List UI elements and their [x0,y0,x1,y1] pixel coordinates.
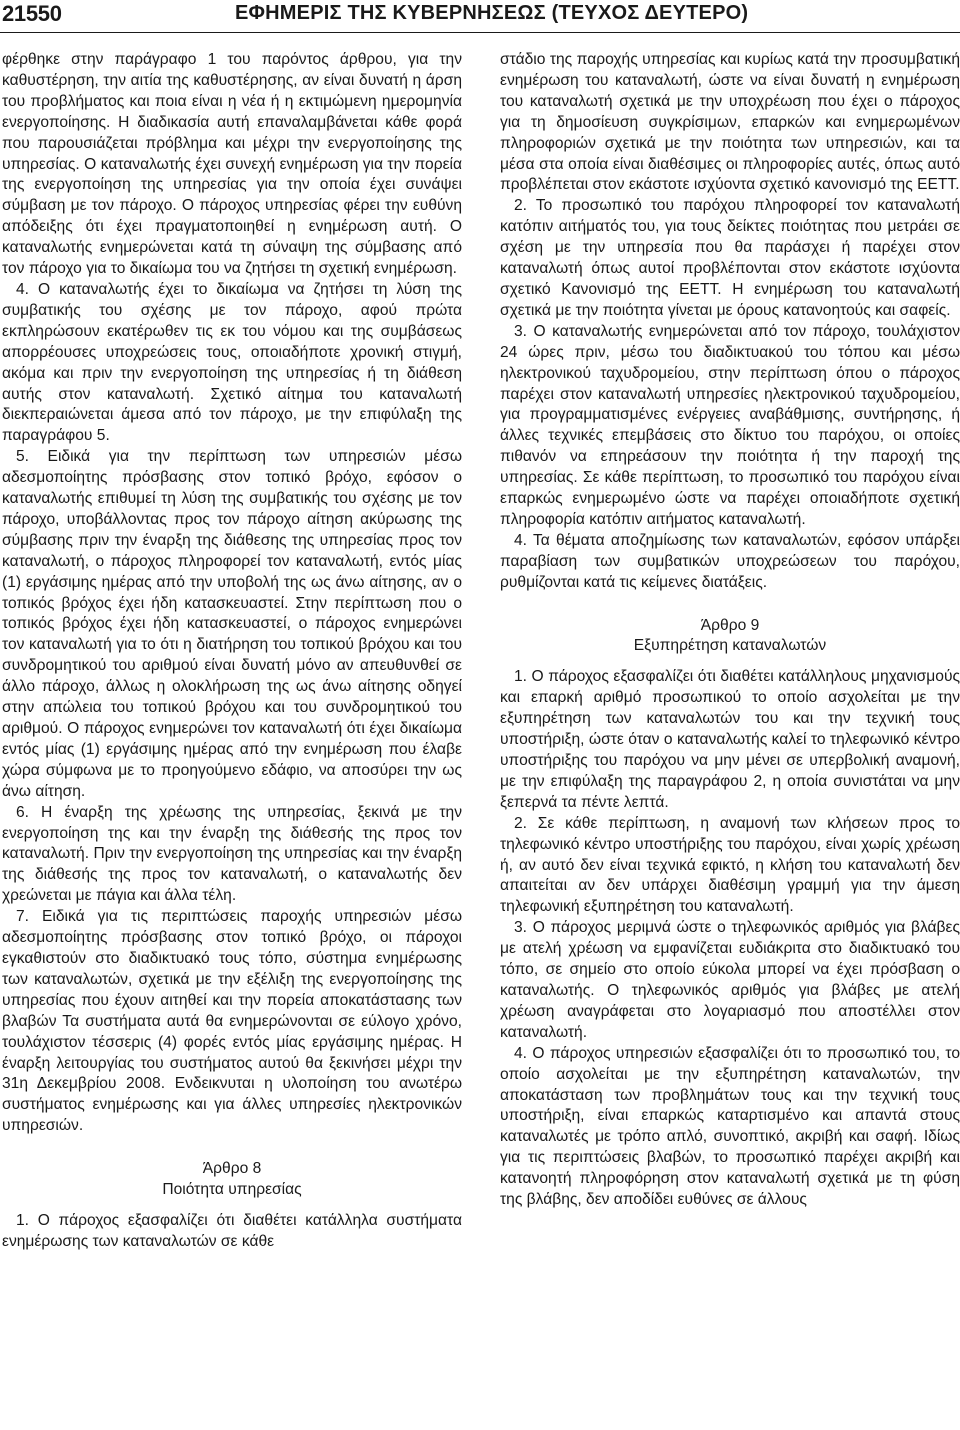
paragraph-7: 7. Ειδικά για τις περιπτώσεις παροχής υπηρεσιών μέσω αδεσμοποίητης πρόσβασης στον τοπικό βρόχο, οι πάροχοι εγκαθιστούν στο διαδικτυακό τους τόπο, σύστημα ενημέρωσης των καταναλωτών, σχετικά με την εξέλιξη της ενεργοποίησης της υπηρεσίας που έχουν αιτηθεί και την πορεία αποκατάστασης των βλαβών Τα συστήματα αυτά θα ενημερώνονται σε εύλογο χρόνο, τουλάχιστον τέσσερις (4) φορές εντός μίας εργάσιμης ημέρας. Η έναρξη λειτουργίας του συστήματος αυτού θα ξεκινήσει μέχρι την 31η Δεκεμβρίου 2008. Ενδεικνυται η υλοποίηση του ανωτέρω συστήματος ενημέρωσης και για άλλες υπηρεσίες ηλεκτρονικών υπηρεσιών. [2,908,462,1135]
article-8-title: Άρθρο 8 [202,1160,262,1178]
page-header [0,0,960,38]
paragraph-continuation-right: στάδιο της παροχής υπηρεσίας και κυρίως κατά την προσυμβατική ενημέρωση του καταναλωτή, ώστε να είναι δυνατή η ενημέρωση του καταναλωτή σχετικά με την υποχρέωση που έχει ο πάροχος για τη δημοσίευση συγκρίσιμων, επαρκών και ενημερωμένων πληροφοριών σχετικά με την ποιότητα των υπηρεσιών, και τα μέσα στα οποία είναι διαθέσιμες οι πληροφορίες αυτές, όπως αυτό προβλέπεται στον εκάστοτε ισχύοντα σχετικό κανονισμό της ΕΕΤΤ. [500,51,960,194]
article-8-heading [2,1159,462,1201]
paragraph-6: 6. Η έναρξη της χρέωσης της υπηρεσίας, ξεκινά με την ενεργοποίηση της και την έναρξη της διάθεσής της προς τον καταναλωτή. Πριν την ενεργοποίηση της υπηρεσίας και την έναρξη της διάθεσής της προς τον καταναλωτή, ο καταναλωτής δεν χρεώνεται με πάγια και άλλα τέλη. [2,803,462,905]
right-column [500,50,960,1211]
paragraph-4: 4. Ο καταναλωτής έχει το δικαίωμα να ζητήσει τη λύση της συμβατικής του σχέσης με τον πάροχο, αφού πρώτα εκπληρώσουν εκατέρωθεν τις εκ του νόμου και της συμβάσεως απορρέουσες υποχρεώσεις τους, οποιαδήποτε χρονική στιγμή, ακόμα και πριν την ενεργοποίηση της υπηρεσίας ή τη διάθεση αυτής στον καταναλωτή. Σχετικό αίτημα του καταναλωτή διεκπεραιώνεται άμεσα από τον πάροχο, με την επιφύλαξη της παραγράφου 5. [2,280,462,445]
paragraph-5: 5. Ειδικά για την περίπτωση των υπηρεσιών μέσω αδεσμοποίητης πρόσβασης στον τοπικό βρόχο, εφόσον ο καταναλωτής επιθυμεί τη λύση της συμβατικής του σχέσης με τον πάροχο, υποβάλλοντας προς τον πάροχο αίτηση ακύρωσης της σύμβασης πριν την έναρξη της διάθεσης της υπηρεσίας προς τον καταναλωτή, ο πάροχος πληροφορεί τον καταναλωτή, εντός μίας (1) εργάσιμης ημέρας από την υποβολή της ως άνω αίτησης, αν ο τοπικός βρόχος έχει ήδη κατασκευαστεί. Στην περίπτωση που ο τοπικός βρόχος έχει ήδη κατασκευαστεί, ο πάροχος ενημερώνει τον καταναλωτή για το ότι η διατήρηση του τοπικού βρόχου και του συνδρομητικού του αριθμού είναι δυνατή μόνο αν απευθυνθεί σε άλλο πάροχο, άλλως η ολοκλήρωση της ως άνω αίτησης οδηγεί στην απώλεια του τοπικού βρόχου και του συνδρομητικού του αριθμού. Ο πάροχος ενημερώνει τον καταναλωτή ότι έχει δικαίωμα εντός μίας (1) εργάσιμης ημέρας από την ενημέρωση που έλαβε χώρα σύμφωνα με το προηγούμενο εδάφιο, να αποσύρει την ως άνω αίτηση. [2,448,462,800]
article-9-title: Άρθρο 9 [700,616,760,634]
article-9-paragraph-2: 2. Σε κάθε περίπτωση, η αναμονή των κλήσεων προς το τηλεφωνικό κέντρο υποστήριξης του παρόχου, είναι χωρίς χρέωση ή, αν αυτό δεν είναι τεχνικά εφικτό, η κλήση του καταναλωτή δεν απαιτείται αν δεν υπάρχει διαθέσιμη γραμμή για την άμεση τηλεφωνική εξυπηρέτηση του καταναλωτή. [500,814,960,916]
journal-title: ΕΦΗΜΕΡΙΣ ΤΗΣ ΚΥΒΕΡΝΗΣΕΩΣ (ΤΕΥΧΟΣ ΔΕΥΤΕΡΟ) [235,2,749,24]
article-9-subtitle: Εξυπηρέτηση καταναλωτών [633,637,827,655]
article-9-paragraph-1: 1. Ο πάροχος εξασφαλίζει ότι διαθέτει κατάλληλους μηχανισμούς και επαρκή αριθμό προσωπικού το οποίο ασχολείται με την εξυπηρέτηση των καταναλωτών του και την τεχνική τους υποστήριξη, ώστε όταν ο καταναλωτής καλεί το τηλεφωνικό κέντρο υποστήριξης του παρόχου να μην μένει σε υπερβολική αναμονή, με την επιφύλαξη της παραγράφου 2, η οποία συνιστάται να μην ξεπερνά τα πέντε λεπτά. [500,668,960,811]
article-8-subtitle: Ποιότητα υπηρεσίας [162,1181,302,1199]
article-8-paragraph-3: 3. Ο καταναλωτής ενημερώνεται από τον πάροχο, τουλάχιστον 24 ώρες πριν, μέσω του διαδικτυακού του τόπου και μέσω ηλεκτρονικού ταχυδρομείου, στην περίπτωση όπου ο πάροχος παρέχει στον καταναλωτή υπηρεσίες ηλεκτρονικού ταχυδρομείου, για προγραμματισμένες ενέργειες αναβάθμισης, συντήρησης, ή άλλες τεχνικές επεμβάσεις στο δίκτυο του παρόχου, οι οποίες πιθανόν να επηρεάσουν την ποιότητα ή την παροχή της υπηρεσίας. Σε κάθε περίπτωση, το προσωπικό του παρόχου είναι επαρκώς ενημερωμένο ώστε να παρέχει οποιαδήποτε σχετική πληροφορία κατόπιν αιτήματος καταναλωτή. [500,322,960,528]
page-number: 21550 [2,1,62,26]
article-8-paragraph-4: 4. Τα θέματα αποζημίωσης των καταναλωτών, εφόσον υπάρξει παραβίαση των συμβατικών υποχρεώσεων του παρόχου, ρυθμίζονται κατά τις κείμενες διατάξεις. [500,531,960,591]
left-column [2,50,462,1253]
article-9-paragraph-4: 4. Ο πάροχος υπηρεσιών εξασφαλίζει ότι το προσωπικό του, το οποίο ασχολείται με την εξυπηρέτηση καταναλωτών, την αποκατάσταση των προβλημάτων τους και την τεχνική τους υποστήριξη, είναι επαρκώς καταρτισμένο και απαντά στους καταναλωτές με τρόπο απλό, συνοπτικό, ακριβή και σαφή. Ιδίως για τις περιπτώσεις βλαβών, το προσωπικό παρέχει ακριβή και κατανοητή πληροφόρηση στον καταναλωτή σχετικά με τη φύση της βλάβης, δεν αποδίδει ευθύνες σε άλλους [500,1044,960,1209]
article-9-paragraph-3: 3. Ο πάροχος μεριμνά ώστε ο τηλεφωνικός αριθμός για βλάβες με ατελή χρέωση να εμφανίζεται ευδιάκριτα στο διαδικτυακό του τόπο, σε σημείο στο οποίο εύκολα μπορεί να έχει πρόσβαση ο καταναλωτής. Ο τηλεφωνικός αριθμός για βλάβες με ατελή χρέωση αναγράφεται στο λογαριασμό που αποστέλλει στον καταναλωτή. [500,919,960,1041]
article-8-paragraph-2: 2. Το προσωπικό του παρόχου πληροφορεί τον καταναλωτή κατόπιν αιτήματός του, για τους δείκτες ποιότητας που μετράει σε σχέση με την υπηρεσία που θα παράσχει ή παρέχει στον καταναλωτή όπως αυτοί προβλέπονται στον εκάστοτε ισχύοντα σχετικό Κανονισμό της ΕΕΤΤ. Η ενημέρωση του καταναλωτή σχετικά με την ποιότητα γίνεται με όρους κατανοητούς και σαφείς. [500,197,960,319]
paragraph-continuation: φέρθηκε στην παράγραφο 1 του παρόντος άρθρου, για την καθυστέρηση, την αιτία της καθυστέρησης, αν είναι δυνατή η άρση του προβλήματος και ποια είναι η νέα ή η εκτιμώμενη ημερομηνία ενεργοποίησης. Η διαδικασία αυτή επαναλαμβάνεται κάθε φορά που παρουσιάζεται πρόβλημα και μέχρι την ενεργοποίησης της υπηρεσίας. Ο καταναλωτής έχει συνεχή ενημέρωση για την πορεία της ενεργοποίηση της υπηρεσίας για την οποία έχει συνάψει σύμβαση με τον πάροχο. Ο πάροχος υπηρεσίας φέρει την ευθύνη απόδειξης ότι έχει πραγματοποιηθεί η ενημέρωση αυτή. Ο καταναλωτής ενημερώνεται κατά τη σύναψη της σύμβασης από τον πάροχο για το δικαίωμα του να ζητήσει τη σχετική ενημέρωση. [2,51,462,278]
article-8-paragraph-1: 1. Ο πάροχος εξασφαλίζει ότι διαθέτει κατάλληλα συστήματα ενημέρωσης των καταναλωτών σε κάθε [2,1211,462,1250]
article-9-heading [500,616,960,658]
header-rule [0,32,960,33]
